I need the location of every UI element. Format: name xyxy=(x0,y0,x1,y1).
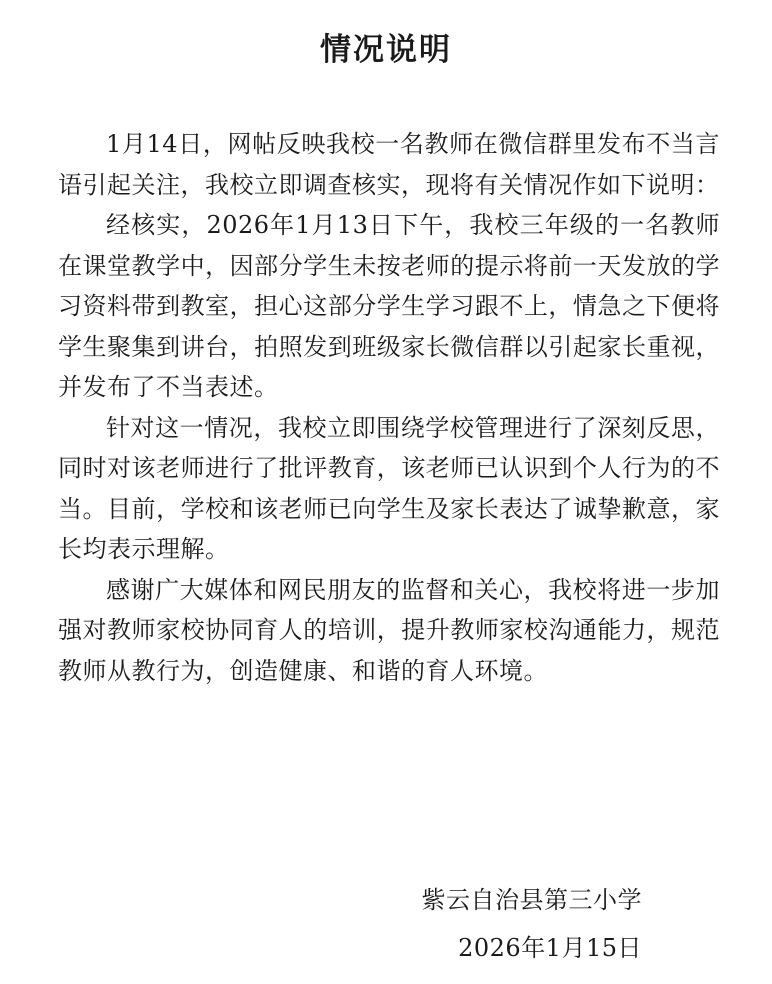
paragraph-1: 1月14日，网帖反映我校一名教师在微信群里发布不当言语引起关注，我校立即调查核实，现将有关情况作如下说明： xyxy=(58,130,720,199)
document-title: 情况说明 xyxy=(320,32,452,68)
signature-block xyxy=(422,876,643,972)
paragraph-4: 感谢广大媒体和网民朋友的监督和关心，我校将进一步加强对教师家校协同育人的培训，提升教师家校沟通能力，规范教师从教行为，创造健康、和谐的育人环境。 xyxy=(58,575,720,685)
signature-organization: 紫云自治县第三小学 xyxy=(421,886,642,914)
signature-date: 2026年1月15日 xyxy=(458,934,642,962)
paragraph-3: 针对这一情况，我校立即围绕学校管理进行了深刻反思，同时对该老师进行了批评教育，该老师已认识到个人行为的不当。目前，学校和该老师已向学生及家长表达了诚挚歉意，家长均表示理解。 xyxy=(58,413,720,563)
document-body xyxy=(58,124,720,691)
paragraph-2: 经核实，2026年1月13日下午，我校三年级的一名教师在课堂教学中，因部分学生未按老师的提示将前一天发放的学习资料带到教室，担心这部分学生学习跟不上，情急之下便将学生聚集到讲台，拍照发到班级家长微信群以引起家长重视，并发布了不当表述。 xyxy=(58,211,720,401)
